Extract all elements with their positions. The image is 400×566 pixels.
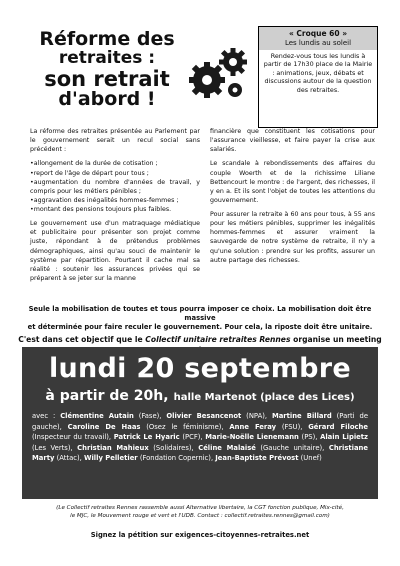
meeting-block xyxy=(22,347,378,499)
footer-line-2: le MJC, le Mouvement rouge et vert et l'UDB. Contact : collectif.retraites.rennes@gmail.com) xyxy=(70,512,330,519)
speaker-org: (Osez le féminisme) xyxy=(146,422,222,431)
list-item: • montant des pensions toujours plus faibles. xyxy=(30,205,200,214)
gears-icon xyxy=(183,40,253,110)
page-title xyxy=(22,30,192,110)
title-line-2: retraites : xyxy=(58,47,156,68)
title-line-3: son retrait xyxy=(44,66,170,91)
list-item: • report de l'âge de départ pour tous ; xyxy=(30,169,200,178)
right-paragraph-3: Pour assurer la retraite à 60 ans pour tous, à 55 ans pour les métiers pénibles, supprimer les inégalités hommes-femmes et assurer vraiment la sauvegarde de notre système de retraite, il n'y a qu'une solution : prendre sur les profits, assurer un autre partage des richesses. xyxy=(210,211,375,264)
right-paragraph-1: financière que constituent les cotisations pour l'assurance vieillesse, et faire payer la crise aux salariés. xyxy=(210,128,375,154)
speaker-name: Caroline De Haas xyxy=(67,422,141,431)
speaker-org: (Gauche unitaire) xyxy=(260,443,323,452)
croque-60-box xyxy=(258,26,378,128)
speaker-name: Christian Mahieux xyxy=(77,443,149,452)
mobilisation-block xyxy=(18,305,382,353)
speaker-org: (PS) xyxy=(301,433,316,442)
speaker-name: Patrick Le Hyaric xyxy=(113,433,180,442)
meeting-text-after: organise un meeting xyxy=(293,334,382,344)
speaker-org: (Les Verts) xyxy=(32,443,71,452)
title-line-1: Réforme des xyxy=(39,28,175,50)
speakers-list: avec : Clémentine Autain (Fase), Olivier Besancenot (NPA), Martine Billard (Parti de gauche), Caroline De Haas (Osez le féminisme), Anne Feray (FSU), Gérard Filoche (Inspecteur du travail), Patrick Le Hyaric (PCF), Marie-Noëlle Lienemann (PS), Alain Lipietz (Les Verts), Christian Mahieux (Solidaires), Céline Malaisé (Gauche unitaire), Christiane Marty (Attac), Willy Pelletier (Fondation Copernic), Jean-Baptiste Prévost (Unef) xyxy=(32,412,369,463)
speaker-org: (Inspecteur du travail) xyxy=(32,433,109,442)
right-paragraph-2: Le scandale à rebondissements des affaires du couple Woerth et de la richissime Liliane Bettencourt le montre : de l'argent, des richesses, il y en a. Et ils sont l'objet de toutes les attentions du gouvernement. xyxy=(210,160,375,204)
meeting-time-place xyxy=(32,385,368,404)
speaker-name: Olivier Besancenot xyxy=(166,412,242,421)
speaker-org: (Parti de gauche) xyxy=(32,412,369,431)
meeting-text-before: C'est dans cet objectif que le xyxy=(18,334,146,344)
box-body: Rendez-vous tous les lundis à partir de 17h30 place de la Mairie : animations, jeux, débats et discussions autour de la question des retraites. xyxy=(263,51,373,95)
left-paragraph-1: La réforme des retraites présentée au Parlement par le gouvernement serait un recul social sans précédent : xyxy=(30,128,200,154)
left-paragraph-2: Le gouvernement use d'un matraquage médiatique et publicitaire pour présenter son projet comme juste, répondant à de prétendus problèmes démographiques, ainsi qu'au souci de maintenir le système par répartition. Pourtant il cache mal sa réalité : soutenir les assurances privées qui se préparent à se jeter sur la manne xyxy=(30,220,200,282)
box-title: « Croque 60 » xyxy=(288,29,348,38)
list-item: • aggravation des inégalités hommes-femmes ; xyxy=(30,196,200,205)
speaker-name: Christiane Marty xyxy=(32,443,368,463)
speaker-name: Martine Billard xyxy=(271,412,332,421)
speaker-org: (Attac) xyxy=(56,454,80,463)
speaker-org: (Fase) xyxy=(138,412,160,421)
speaker-name: Willy Pelletier xyxy=(83,454,138,463)
speaker-org: (Unef) xyxy=(300,454,322,463)
right-column xyxy=(210,127,375,270)
mobilisation-line-1: Seule la mobilisation de toutes et tous pourra imposer ce choix. La mobilisation doit être massive xyxy=(28,305,372,323)
meeting-place: halle Martenot (place des Lices) xyxy=(173,392,355,404)
speaker-name: Céline Malaisé xyxy=(198,443,256,452)
box-header xyxy=(259,27,377,50)
speaker-name: Marie-Noëlle Lienemann xyxy=(205,433,299,442)
speakers-intro: avec : xyxy=(32,412,61,421)
meeting-time: à partir de 20h, xyxy=(45,388,169,405)
speaker-org: (Solidaires) xyxy=(153,443,192,452)
speaker-org: (NPA) xyxy=(246,412,265,421)
title-line-4: d'abord ! xyxy=(58,87,156,110)
speaker-name: Alain Lipietz xyxy=(320,433,368,442)
speaker-name: Jean-Baptiste Prévost xyxy=(215,454,299,463)
petition-line: Signez la pétition sur exigences-citoyennes-retraites.net xyxy=(90,531,310,539)
left-column xyxy=(30,127,200,288)
speaker-name: Anne Feray xyxy=(229,422,277,431)
collectif-name: Collectif unitaire retraites Rennes xyxy=(145,334,291,344)
meeting-date: lundi 20 septembre xyxy=(48,353,352,384)
list-item: • allongement de la durée de cotisation ; xyxy=(30,159,200,168)
reform-list xyxy=(30,159,200,214)
box-subtitle: Les lundis au soleil xyxy=(284,39,352,48)
footer-note xyxy=(40,505,360,521)
footer-line-1: (Le Collectif retraites Rennes rassemble aussi Alternative libertaire, la CGT fonction publique, Mix-cité, xyxy=(56,505,344,511)
list-item: • augmentation du nombre d'années de travail, y compris pour les métiers pénibles ; xyxy=(30,178,200,196)
speaker-name: Gérard Filoche xyxy=(308,422,368,431)
speaker-org: (FSU) xyxy=(281,422,301,431)
speaker-org: (Fondation Copernic) xyxy=(139,454,211,463)
speaker-org: (PCF) xyxy=(182,433,201,442)
title-block xyxy=(22,30,192,110)
mobilisation-line-2: et déterminée pour faire reculer le gouvernement. Pour cela, la riposte doit être unitaire. xyxy=(27,323,373,332)
speaker-name: Clémentine Autain xyxy=(60,412,134,421)
